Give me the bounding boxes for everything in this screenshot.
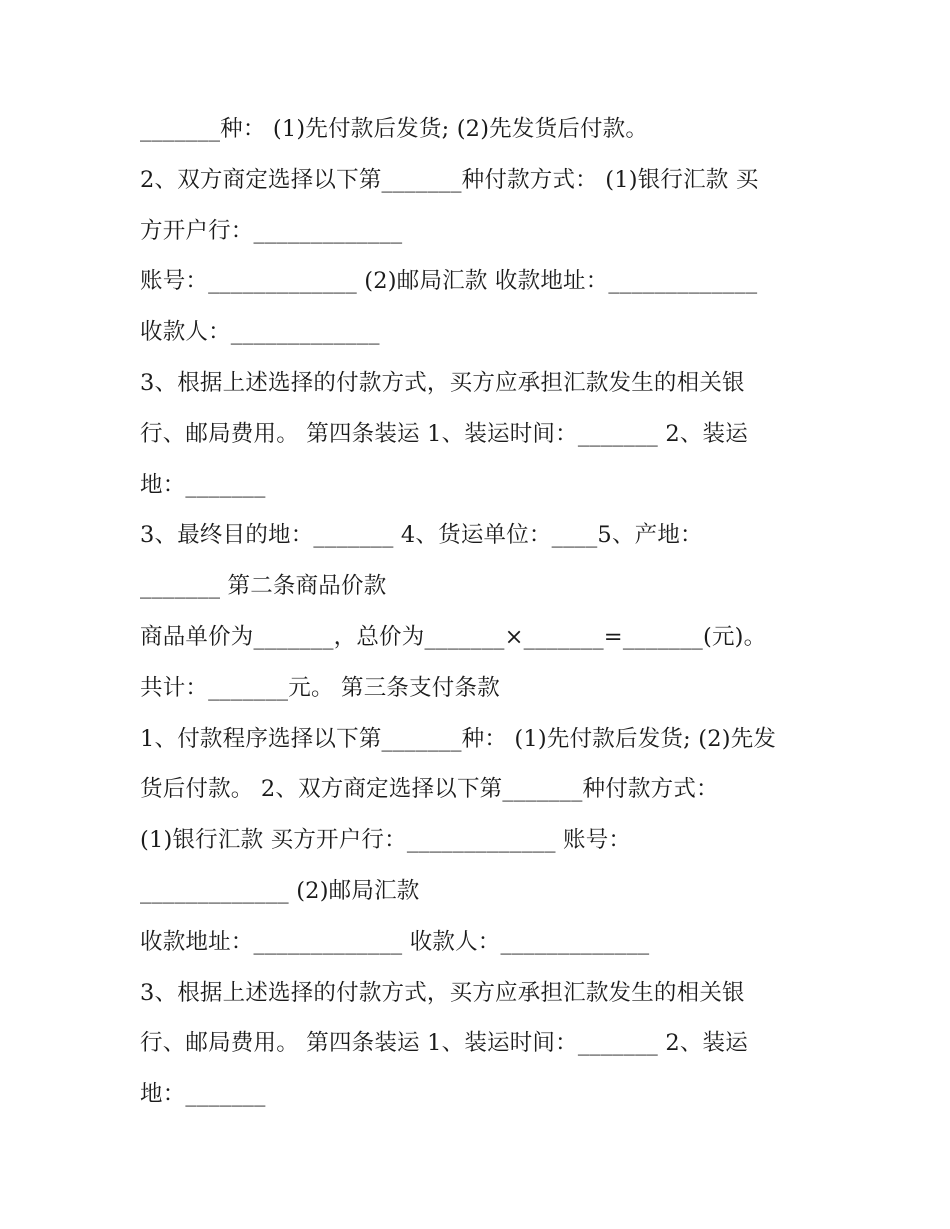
text-line: _______种： (1)先付款后发货; (2)先发货后付款。 [140, 116, 649, 142]
text-line: 商品单价为_______，总价为_______×_______=_______(元)。 [140, 623, 767, 650]
document-body [140, 104, 820, 1120]
text-line: 收款人：_____________ [140, 319, 380, 346]
text-line: 3、根据上述选择的付款方式，买方应承担汇款发生的相关银 [140, 369, 745, 396]
text-line: (1)银行汇款 买方开户行：_____________ 账号： [140, 827, 632, 854]
text-line: 共计：_______元。 第三条支付条款 [140, 674, 500, 701]
text-line: 行、邮局费用。 第四条装运 1、装运时间：_______ 2、装运 [140, 1030, 748, 1057]
text-line: _______ 第二条商品价款 [140, 573, 387, 600]
text-line: 货后付款。 2、双方商定选择以下第_______种付款方式： [140, 776, 719, 803]
text-line: 1、付款程序选择以下第_______种： (1)先付款后发货; (2)先发 [140, 725, 777, 752]
text-line: _____________ (2)邮局汇款 [140, 877, 420, 904]
text-line: 2、双方商定选择以下第_______种付款方式： (1)银行汇款 买 [140, 166, 759, 193]
text-line: 方开户行：_____________ [140, 217, 403, 244]
text-line: 收款地址：_____________ 收款人：_____________ [140, 928, 650, 955]
text-line: 地：_______ [140, 471, 266, 498]
text-line: 3、根据上述选择的付款方式，买方应承担汇款发生的相关银 [140, 979, 745, 1006]
text-line: 行、邮局费用。 第四条装运 1、装运时间：_______ 2、装运 [140, 420, 748, 447]
text-line: 账号：_____________ (2)邮局汇款 收款地址：_____________ [140, 268, 758, 295]
text-line: 3、最终目的地：_______ 4、货运单位：____5、产地： [140, 522, 703, 549]
text-line: 地：_______ [140, 1081, 266, 1108]
